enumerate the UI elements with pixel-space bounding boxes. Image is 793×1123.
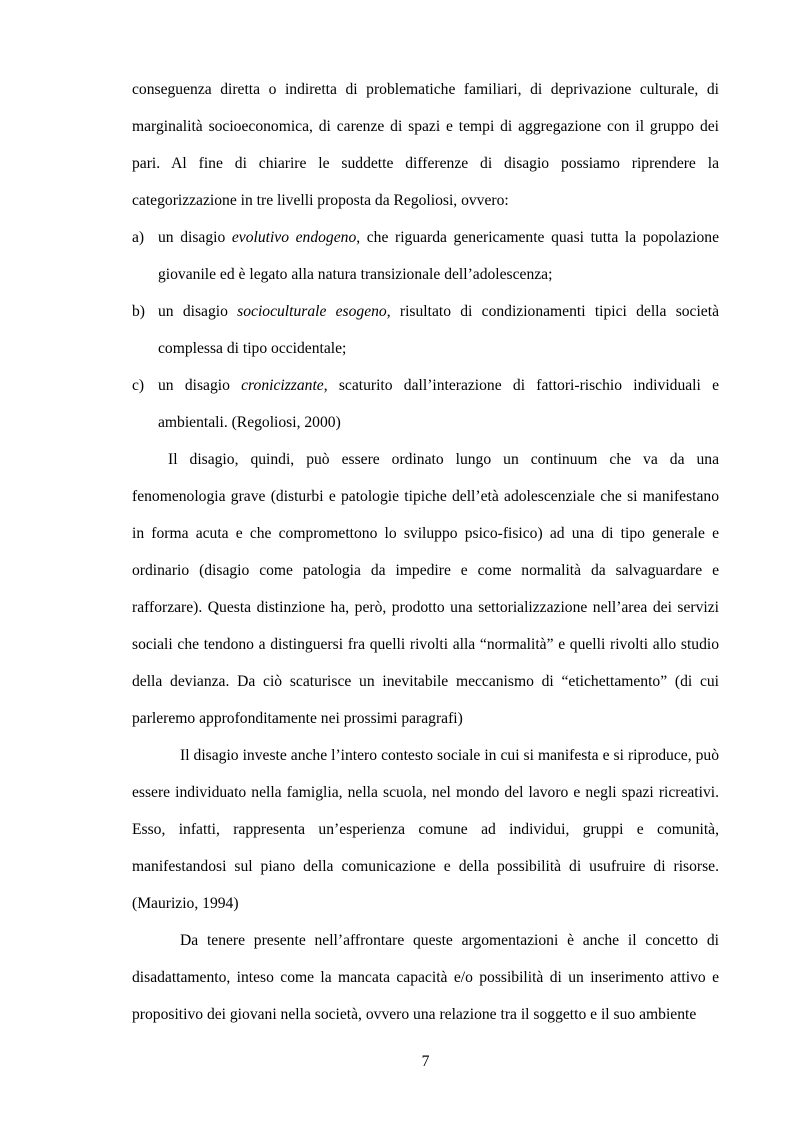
paragraph-1: conseguenza diretta o indiretta di problematiche familiari, di deprivazione culturale, di marginalità socioeconomica, di carenze di spazi e tempi di aggregazione con il gruppo dei pari. Al fine di chiarire le suddette differenze di disagio possiamo riprendere la categorizzazione in tre livelli proposta da Regoliosi, ovvero:	[132, 81, 719, 209]
list-text-italic: evolutivo endogeno	[231, 229, 357, 246]
list-text-italic: socioculturale esogeno	[237, 303, 387, 320]
list-text-italic: cronicizzante	[241, 377, 324, 394]
list-item-b	[132, 293, 719, 367]
paragraph-3: Il disagio investe anche l’intero contesto sociale in cui si manifesta e si riproduce, può essere individuato nella famiglia, nella scuola, nel mondo del lavoro e negli spazi ricreativi. Esso, infatti, rappresenta un’esperienza comune ad individui, gruppi e comunità, manifestandosi sul piano della comunicazione e della possibilità di usufruire di risorse. (Maurizio, 1994)	[132, 747, 719, 912]
list-item-a	[132, 219, 719, 293]
list-marker: a)	[132, 229, 145, 246]
paragraph-2: Il disagio, quindi, può essere ordinato lungo un continuum che va da una fenomenologia grave (disturbi e patologie tipiche dell’età adolescenziale che si manifestano in forma acuta e che compromettono lo sviluppo psico-fisico) ad una di tipo generale e ordinario (disagio come patologia da impedire e come normalità da salvaguardare e rafforzare). Questa distinzione ha, però, prodotto una settorializzazione nell’area dei servizi sociali che tendono a distinguersi fra quelli rivolti alla “normalità” e quelli rivolti allo studio della devianza. Da ciò scaturisce un inevitabile meccanismo di “etichettamento” (di cui parleremo approfonditamente nei prossimi paragrafi)	[132, 451, 719, 727]
list-text-before: un disagio	[158, 303, 238, 320]
list-text-after: , scaturito dall’interazione di fattori-rischio individuali e ambientali. (Regoliosi, 2000)	[158, 377, 719, 431]
list-marker: b)	[132, 303, 145, 320]
list-text-after: , risultato di condizionamenti tipici della società complessa di tipo occidentale;	[158, 303, 719, 357]
paragraph-4: Da tenere presente nell’affrontare queste argomentazioni è anche il concetto di disadattamento, inteso come la mancata capacità e/o possibilità di un inserimento attivo e propositivo dei giovani nella società, ovvero una relazione tra il soggetto e il suo ambiente	[132, 932, 719, 1023]
body-text	[132, 71, 719, 1033]
list-text-after: , che riguarda genericamente quasi tutta la popolazione giovanile ed è legato alla natura transizionale dell’adolescenza;	[158, 229, 719, 283]
list-text-before: un disagio	[158, 229, 232, 246]
list-marker: c)	[132, 377, 145, 394]
list-item-c	[132, 367, 719, 441]
page-number: 7	[421, 1053, 430, 1070]
list-text-before: un disagio	[158, 377, 242, 394]
disagio-levels-list	[132, 219, 719, 441]
